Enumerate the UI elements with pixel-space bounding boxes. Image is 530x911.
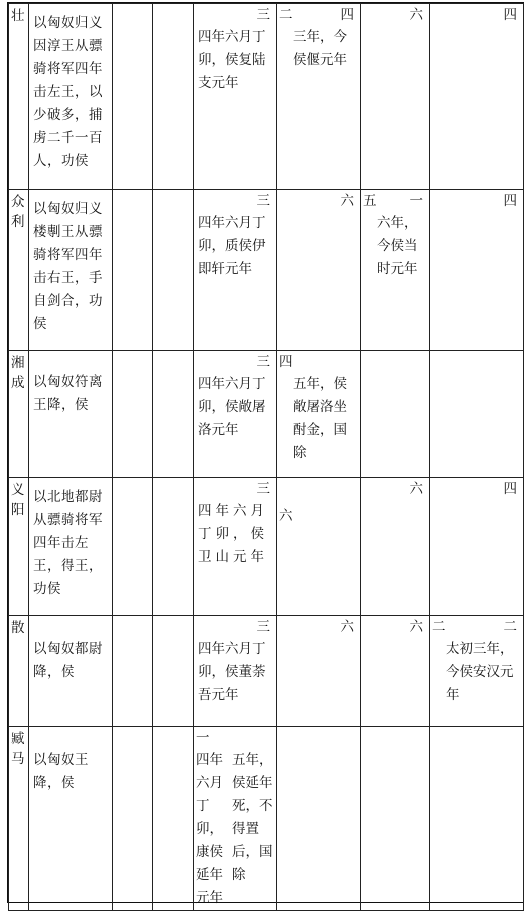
marquis-name: 臧马 — [11, 731, 25, 767]
year-count-right: 四 — [340, 7, 354, 23]
abolition-note: 五年，侯敞屠洛坐酎金，国除 — [293, 376, 347, 461]
marquis-name-cell — [9, 190, 29, 351]
reign-cell — [194, 190, 277, 351]
reign-cell — [194, 616, 277, 727]
year-count: 三 — [256, 481, 270, 497]
marquis-name-cell — [9, 4, 29, 190]
year-count-left: 二 — [432, 619, 446, 635]
year-count-left: 一 — [196, 730, 210, 746]
year-count: 六 — [340, 619, 354, 635]
reign-cell — [361, 4, 430, 190]
reign-cell — [194, 4, 277, 190]
enfeoffment-note: 四年六月丁卯，康侯延年元年 — [196, 752, 223, 906]
empty-cell — [113, 4, 153, 190]
enfeoffment-note: 四年六月丁卯，质侯伊即轩元年 — [198, 215, 266, 277]
description-cell — [29, 351, 113, 478]
reign-cell — [361, 478, 430, 616]
year-count: 六 — [340, 193, 354, 209]
merit-description: 以匈奴王降，侯 — [33, 752, 89, 791]
reign-cell — [194, 351, 277, 478]
enfeoffment-note: 四年六月丁卯，侯敞屠洛元年 — [198, 376, 266, 438]
enfeoffment-note: 四年六月丁卯，侯董荼吾元年 — [198, 641, 266, 703]
reign-cell — [430, 478, 524, 616]
empty-cell — [113, 727, 153, 911]
empty-cell — [361, 351, 430, 478]
year-count-left: 六 — [279, 508, 293, 524]
year-count: 六 — [409, 481, 423, 497]
split-note — [194, 727, 276, 910]
merit-description: 以匈奴都尉降，侯 — [33, 641, 103, 680]
empty-cell — [113, 190, 153, 351]
reign-cell — [277, 4, 361, 190]
merit-description: 以北地都尉从骠骑将军四年击左王，得王，功侯 — [33, 489, 103, 597]
year-count-left: 四 — [279, 354, 293, 370]
year-count: 三 — [256, 619, 270, 635]
abolition-note: 五年，侯延年死，不得置后，国除 — [232, 752, 273, 883]
enfeoffment-note: 四年六月丁卯，侯卫山元年 — [198, 503, 268, 565]
year-count-right: 一 — [409, 193, 423, 209]
succession-note: 三年，今侯偃元年 — [293, 29, 347, 68]
empty-cell — [113, 616, 153, 727]
marquis-name: 湘成 — [11, 355, 25, 391]
year-count: 四 — [503, 481, 517, 497]
reign-cell — [361, 616, 430, 727]
year-count: 三 — [256, 7, 270, 23]
description-cell — [29, 616, 113, 727]
marquis-name-cell — [9, 351, 29, 478]
year-count: 四 — [503, 7, 517, 23]
description-cell — [29, 727, 113, 911]
reign-cell — [194, 727, 277, 911]
reign-cell — [277, 351, 361, 478]
empty-cell — [361, 727, 430, 911]
description-cell — [29, 190, 113, 351]
merit-description: 以匈奴归义楼剸王从骠骑将军四年击右王，手自剑合，功侯 — [33, 201, 103, 332]
year-count-left: 五 — [363, 193, 377, 209]
reign-cell — [277, 190, 361, 351]
marquis-name: 众利 — [11, 194, 25, 230]
empty-cell — [430, 727, 524, 911]
year-count-left: 二 — [279, 7, 293, 23]
year-count: 四 — [503, 193, 517, 209]
marquis-name: 散 — [11, 620, 25, 636]
reign-cell — [430, 616, 524, 727]
marquis-name: 壮 — [11, 8, 25, 24]
reign-cell — [194, 478, 277, 616]
merit-description: 以匈奴归义因淳王从骠骑将军四年击左王，以少破多，捕虏二千一百人，功侯 — [33, 15, 103, 169]
empty-cell — [113, 351, 153, 478]
table-row — [9, 616, 524, 727]
empty-cell — [153, 478, 194, 616]
empty-cell — [153, 727, 194, 911]
merit-description: 以匈奴符离王降，侯 — [33, 374, 103, 413]
table-row — [9, 478, 524, 616]
empty-cell — [153, 190, 194, 351]
empty-cell — [277, 727, 361, 911]
marquis-name-cell — [9, 478, 29, 616]
empty-cell — [153, 4, 194, 190]
table-row — [9, 351, 524, 478]
succession-note: 六年，今侯当时元年 — [377, 215, 418, 277]
description-cell — [29, 478, 113, 616]
year-count: 六 — [409, 619, 423, 635]
year-count-right: 二 — [503, 619, 517, 635]
year-count: 三 — [256, 193, 270, 209]
year-count: 三 — [256, 354, 270, 370]
marquis-name-cell — [9, 616, 29, 727]
table-row — [9, 4, 524, 190]
chronology-table — [8, 3, 524, 911]
reign-cell — [277, 616, 361, 727]
marquis-name: 义阳 — [11, 482, 25, 518]
reign-cell — [361, 190, 430, 351]
table-row — [9, 190, 524, 351]
succession-note: 太初三年，今侯安汉元年 — [446, 641, 514, 703]
description-cell — [29, 4, 113, 190]
reign-cell — [277, 478, 361, 616]
table-row — [9, 727, 524, 911]
enfeoffment-note: 四年六月丁卯，侯复陆支元年 — [198, 29, 266, 91]
reign-cell — [430, 190, 524, 351]
empty-cell — [153, 616, 194, 727]
empty-cell — [153, 351, 194, 478]
empty-cell — [113, 478, 153, 616]
empty-cell — [430, 351, 524, 478]
reign-cell — [430, 4, 524, 190]
marquis-name-cell — [9, 727, 29, 911]
year-count: 六 — [409, 7, 423, 23]
